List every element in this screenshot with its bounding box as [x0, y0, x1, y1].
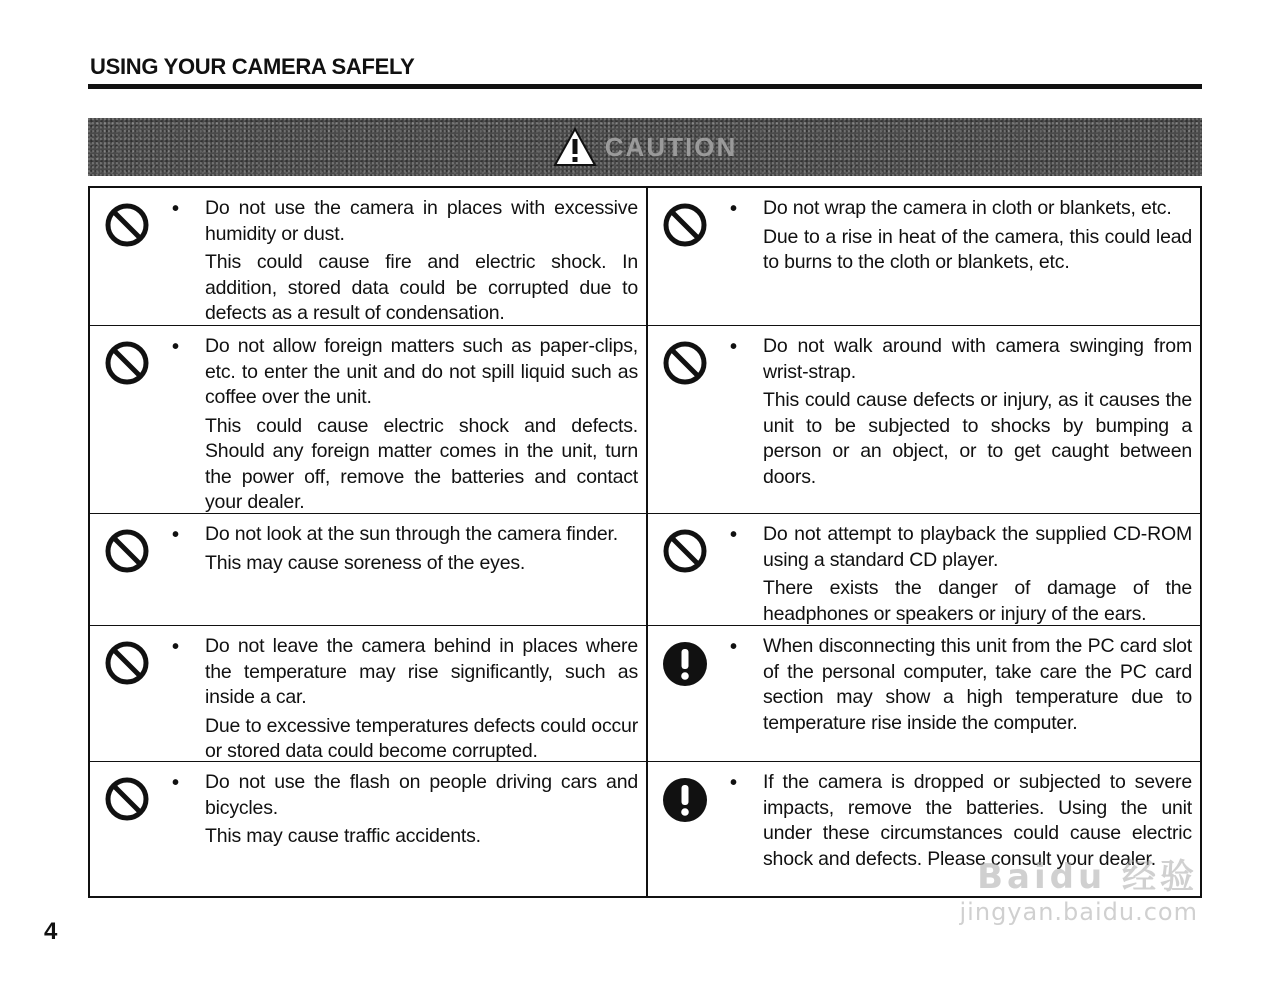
- bullet-point: •: [172, 336, 180, 358]
- safety-item-text: [205, 196, 638, 326]
- page-title: USING YOUR CAMERA SAFELY: [90, 54, 415, 79]
- instruction-text: When disconnecting this unit from the PC card slot of the personal computer, take care the PC card section may show a high temperature due to temperature rise inside the computer.: [763, 635, 1192, 734]
- instruction-text: Do not use the flash on people driving cars and bicycles.: [205, 771, 638, 819]
- safety-table: [88, 186, 1202, 898]
- safety-item-4-right: [648, 626, 1200, 762]
- bullet-point: •: [730, 336, 738, 358]
- safety-item-2-left: [90, 326, 648, 514]
- prohibition-icon: [104, 776, 150, 822]
- instruction-text: Do not attempt to playback the supplied CD-ROM using a standard CD player.: [763, 523, 1192, 571]
- safety-item-4-left: [90, 626, 648, 762]
- safety-item-1-left: [90, 188, 648, 326]
- instruction-text: Do not use the camera in places with excessive humidity or dust.: [205, 197, 638, 245]
- bullet-point: •: [730, 198, 738, 220]
- bullet-point: •: [172, 198, 180, 220]
- bullet-point: •: [172, 636, 180, 658]
- safety-item-text: [763, 334, 1192, 490]
- instruction-text: Do not look at the sun through the camera finder.: [205, 523, 618, 545]
- explanation-text: Due to a rise in heat of the camera, this could lead to burns to the cloth or blankets, etc.: [763, 225, 1192, 273]
- explanation-text: Due to excessive temperatures defects could occur or stored data could become corrupted.: [205, 714, 638, 762]
- warning-triangle-icon: [553, 127, 597, 167]
- safety-item-2-right: [648, 326, 1200, 514]
- safety-item-text: [205, 634, 638, 762]
- explanation-text: This may cause traffic accidents.: [205, 825, 481, 847]
- bullet-point: •: [730, 636, 738, 658]
- watermark-logo-text: Baidu 经验: [977, 857, 1198, 897]
- prohibition-icon: [104, 640, 150, 686]
- prohibition-icon: [662, 202, 708, 248]
- explanation-text: This could cause defects or injury, as it causes the unit to be subjected to shocks by bumping a person or an object, or to get caught between doors.: [763, 389, 1192, 488]
- watermark: [960, 849, 1198, 926]
- prohibition-icon: [662, 340, 708, 386]
- safety-item-text: [763, 522, 1192, 626]
- bullet-point: •: [730, 524, 738, 546]
- instruction-text: If the camera is dropped or subjected to severe impacts, remove the batteries. Using the unit under these circumstances could cause electric shock and defects. Please consult your dealer.: [763, 771, 1192, 870]
- safety-item-5-left: [90, 762, 648, 896]
- caution-banner: [88, 118, 1202, 176]
- prohibition-icon: [104, 340, 150, 386]
- instruction-text: Do not wrap the camera in cloth or blankets, etc.: [763, 197, 1172, 219]
- title-rule: [88, 84, 1202, 89]
- safety-item-3-left: [90, 514, 648, 626]
- explanation-text: This could cause electric shock and defects. Should any foreign matter comes in the unit, turn the power off, remove the batteries and contact your dealer.: [205, 414, 638, 513]
- instruction-text: Do not walk around with camera swinging from wrist-strap.: [763, 335, 1192, 383]
- safety-item-text: [763, 634, 1192, 736]
- bullet-point: •: [172, 524, 180, 546]
- safety-item-text: [205, 770, 638, 850]
- safety-item-text: [205, 522, 638, 576]
- bullet-point: •: [172, 772, 180, 794]
- page-number: 4: [44, 918, 58, 945]
- bullet-point: •: [730, 772, 738, 794]
- prohibition-icon: [104, 528, 150, 574]
- prohibition-icon: [104, 202, 150, 248]
- safety-item-3-right: [648, 514, 1200, 626]
- instruction-text: Do not leave the camera behind in places where the temperature may rise significantly, such as inside a car.: [205, 635, 638, 708]
- instruction-text: Do not allow foreign matters such as paper-clips, etc. to enter the unit and do not spill liquid such as coffee over the unit.: [205, 335, 638, 408]
- safety-item-text: [763, 196, 1192, 276]
- explanation-text: There exists the danger of damage of the headphones or speakers or injury of the ears.: [763, 577, 1192, 625]
- exclamation-circle-icon: [662, 776, 708, 822]
- watermark-url: jingyan.baidu.com: [959, 898, 1198, 926]
- safety-item-text: [205, 334, 638, 514]
- caution-label: CAUTION: [604, 131, 738, 162]
- safety-item-1-right: [648, 188, 1200, 326]
- exclamation-circle-icon: [662, 640, 708, 686]
- explanation-text: This may cause soreness of the eyes.: [205, 551, 526, 574]
- prohibition-icon: [662, 528, 708, 574]
- explanation-text: This could cause fire and electric shock. In addition, stored data could be corrupted due to defects as a result of condensation.: [205, 251, 638, 324]
